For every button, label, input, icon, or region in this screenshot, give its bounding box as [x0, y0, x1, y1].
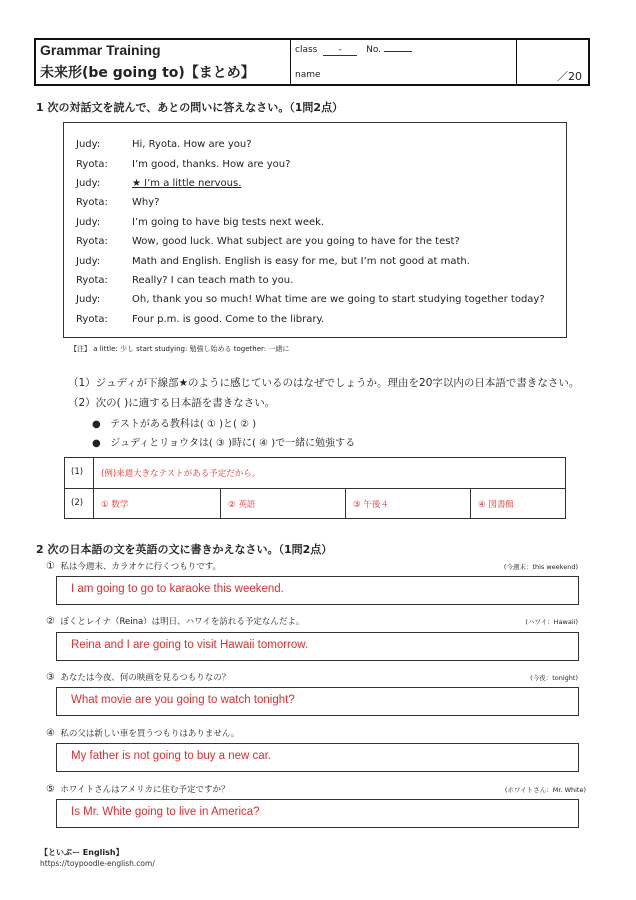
dialog-line	[76, 139, 252, 150]
speaker: Judy:	[76, 139, 101, 150]
col-divider	[93, 458, 94, 518]
dialog-text: Really? I can teach math to you.	[132, 275, 294, 286]
dialog-text: Oh, thank you so much! What time are we going to start studying together today?	[132, 294, 545, 305]
worksheet-subtitle: 未来形(be going to)【まとめ】	[40, 65, 255, 81]
dialog-text-underlined: ★ I’m a little nervous.	[132, 178, 242, 189]
circle-number: ①	[46, 561, 55, 572]
speaker: Ryota:	[76, 159, 108, 170]
answer-2-4: ④ 図書館	[478, 500, 514, 510]
q2-item-1-prompt	[46, 560, 221, 572]
q1-heading: 1 次の対話文を読んで、あとの問いに答えなさい。（1問2点）	[36, 101, 344, 114]
dialog-line	[76, 178, 241, 189]
speaker: Ryota:	[76, 314, 108, 325]
speaker: Judy:	[76, 178, 101, 189]
dialog-line	[76, 197, 159, 208]
dialog-line	[76, 294, 545, 305]
circle-number: ④	[46, 728, 55, 739]
answer-1: (例)来週大きなテストがある予定だから。	[101, 469, 261, 479]
answer-box	[56, 576, 579, 605]
row1-label: (1)	[71, 467, 84, 477]
answer-text: I am going to go to karaoke this weekend.	[71, 583, 284, 595]
dialog-box	[63, 122, 567, 338]
dialog-text: Wow, good luck. What subject are you going to have for the test?	[132, 236, 460, 247]
vocab-note: 【注】 a little: 少し start studying: 勉強し始める together: 一緒に	[70, 345, 290, 353]
bullet-text: テストがある教科は( ① )と( ② )	[110, 419, 257, 430]
bullet-time-place: ● ジュディとリョウタは( ③ )時に( ④ )で一緒に勉強する	[92, 438, 356, 449]
jp-sentence: あなたは今夜、何の映画を見るつもりなの？	[60, 673, 231, 683]
title-cell	[36, 40, 291, 84]
answer-box	[56, 799, 579, 828]
bullet-text: ジュディとリョウタは( ③ )時に( ④ )で一緒に勉強する	[110, 438, 356, 449]
number-label: No.	[366, 45, 382, 55]
class-blank	[323, 45, 357, 56]
dialog-text: Hi, Ryota. How are you?	[132, 139, 252, 150]
answer-table-q1	[64, 457, 566, 519]
answer-text: My father is not going to buy a new car.	[71, 750, 272, 762]
instruction-1: （1）ジュディが下線部★のように感じているのはなぜでしょうか。理由を20字以内の日本語で書きなさい。	[68, 377, 580, 389]
dialog-text: Why?	[132, 197, 160, 208]
speaker: Ryota:	[76, 197, 108, 208]
number-blank	[384, 51, 412, 52]
header-box	[34, 38, 590, 86]
col-divider	[470, 488, 471, 518]
speaker: Ryota:	[76, 275, 108, 286]
score-cell	[516, 40, 588, 84]
score-total: ／20	[557, 70, 582, 83]
q2-item-4-prompt	[46, 727, 239, 739]
dialog-line	[76, 275, 293, 286]
jp-sentence: 私は今週末、カラオケに行くつもりです。	[60, 562, 222, 572]
answer-text: Reina and I are going to visit Hawaii tomorrow.	[71, 639, 309, 651]
name-label: name	[295, 70, 321, 80]
answer-2-1: ① 数学	[101, 500, 129, 510]
answer-2-2: ② 英語	[228, 500, 256, 510]
class-field	[295, 45, 412, 56]
answer-text: Is Mr. White going to live in America?	[71, 806, 260, 818]
jp-sentence: ホワイトさんはアメリカに住む予定ですか？	[60, 785, 230, 795]
dialog-text: Math and English. English is easy for me, but I’m not good at math.	[132, 256, 470, 267]
dialog-line	[76, 314, 324, 325]
hint: (ホワイトさん：Mr. White)	[504, 786, 586, 794]
answer-box	[56, 687, 579, 716]
circle-number: ②	[46, 616, 55, 627]
row-divider	[65, 488, 565, 489]
answer-box	[56, 632, 579, 661]
brand-logo-text: 【といぷー English】	[40, 848, 124, 857]
hint: (ハワイ：Hawaii)	[525, 618, 578, 626]
class-separator: -	[338, 45, 342, 55]
bullet-subjects: ● テストがある教科は( ① )と( ② )	[92, 419, 257, 430]
dialog-text: I’m good, thanks. How are you?	[132, 159, 291, 170]
speaker: Judy:	[76, 217, 101, 228]
class-name-cell	[290, 40, 517, 84]
col-divider	[220, 488, 221, 518]
answer-text: What movie are you going to watch tonight?	[71, 694, 295, 706]
dialog-text: I’m going to have big tests next week.	[132, 217, 325, 228]
dialog-line	[76, 256, 470, 267]
dialog-line	[76, 217, 324, 228]
dialog-line	[76, 236, 460, 247]
speaker: Judy:	[76, 256, 101, 267]
jp-sentence: 私の父は新しい車を買うつもりはありません。	[60, 729, 240, 739]
q2-item-5-prompt	[46, 783, 230, 795]
q2-heading: 2 次の日本語の文を英語の文に書きかえなさい。（1問2点）	[36, 543, 333, 556]
answer-2-3: ③ 午後４	[353, 500, 389, 510]
q2-item-3-prompt	[46, 671, 230, 683]
jp-sentence: ぼくとレイナ（Reina）は明日、ハワイを訪れる予定なんだよ。	[60, 617, 305, 627]
hint: (今週末：this weekend)	[503, 563, 578, 571]
dialog-text: Four p.m. is good. Come to the library.	[132, 314, 325, 325]
dialog-line	[76, 159, 290, 170]
speaker: Ryota:	[76, 236, 108, 247]
site-url[interactable]: https://toypoodle-english.com/	[40, 859, 155, 868]
class-label: class	[295, 45, 318, 55]
col-divider	[345, 488, 346, 518]
answer-box	[56, 743, 579, 772]
hint: (今夜：tonight)	[530, 674, 578, 682]
circle-number: ⑤	[46, 784, 55, 795]
speaker: Judy:	[76, 294, 101, 305]
worksheet-title: Grammar Training	[40, 42, 161, 58]
q2-item-2-prompt	[46, 615, 304, 627]
instruction-2: （2）次の( )に適する日本語を書きなさい。	[68, 397, 276, 409]
circle-number: ③	[46, 672, 55, 683]
row2-label: (2)	[71, 498, 84, 508]
